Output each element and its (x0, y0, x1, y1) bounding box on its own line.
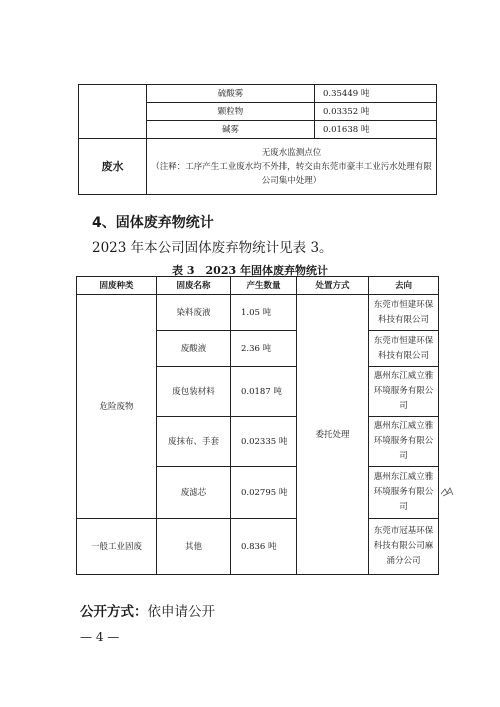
pollutant-value: 0.03352 吨 (315, 103, 437, 121)
column-header: 固废种类 (77, 277, 157, 295)
pen-mark-icon (439, 485, 455, 499)
wastewater-note (147, 139, 437, 195)
waste-name: 染料废液 (157, 295, 231, 331)
waste-destination: 惠州东江威立雅环境服务有限公司 (369, 367, 439, 417)
disposal-method: 委托处理 (297, 295, 369, 575)
table-row (77, 519, 439, 575)
disclosure-line (80, 600, 215, 620)
solid-waste-table (76, 276, 439, 575)
table-header-row (77, 277, 439, 295)
pollutant-name: 碱雾 (147, 121, 315, 139)
page-number: — 4 — (80, 630, 120, 644)
waste-quantity: 0.0187 吨 (231, 367, 297, 417)
wastewater-label: 废水 (79, 139, 147, 195)
emissions-table (78, 84, 437, 195)
waste-name: 其他 (157, 519, 231, 575)
column-header: 产生数量 (231, 277, 297, 295)
waste-name: 废滤芯 (157, 467, 231, 519)
pollutant-name: 颗粒物 (147, 103, 315, 121)
waste-destination: 东莞市恒建环保科技有限公司 (369, 295, 439, 331)
wastewater-line: 无废水监测点位 (261, 147, 322, 158)
pollutant-value: 0.01638 吨 (315, 121, 437, 139)
wastewater-line: 公司集中处理） (261, 175, 322, 186)
waste-name: 废包装材料 (157, 367, 231, 417)
table-row (77, 295, 439, 331)
waste-destination: 惠州东江威立雅环境服务有限公司 (369, 467, 439, 519)
table-caption: 表 3 2023 年固体废弃物统计 (172, 264, 328, 277)
table-row (79, 85, 437, 103)
disclosure-value: 依申请公开 (147, 604, 215, 620)
wastewater-line: （注释：工序产生工业废水均不外排，转交由东莞市豪丰工业污水处理有限 (151, 161, 432, 172)
table-row (79, 139, 437, 195)
waste-quantity: 0.836 吨 (231, 519, 297, 575)
waste-name: 废抹布、手套 (157, 417, 231, 467)
waste-destination: 东莞市恒建环保科技有限公司 (369, 331, 439, 367)
column-header: 去向 (369, 277, 439, 295)
pollutant-value: 0.35449 吨 (315, 85, 437, 103)
category-hazardous: 危险废物 (77, 295, 157, 519)
pollutant-name: 硫酸雾 (147, 85, 315, 103)
waste-quantity: 0.02795 吨 (231, 467, 297, 519)
empty-category-cell (79, 85, 147, 139)
column-header: 处置方式 (297, 277, 369, 295)
section-heading: 4、固体废弃物统计 (92, 215, 214, 231)
category-general: 一般工业固废 (77, 519, 157, 575)
waste-destination: 东莞市冠基环保科技有限公司麻涌分公司 (369, 519, 439, 575)
column-header: 固废名称 (157, 277, 231, 295)
intro-paragraph: 2023 年本公司固体废弃物统计见表 3。 (92, 240, 333, 256)
waste-quantity: 1.05 吨 (231, 295, 297, 331)
waste-quantity: 2.36 吨 (231, 331, 297, 367)
waste-destination: 惠州东江威立雅环境服务有限公司 (369, 417, 439, 467)
disclosure-label: 公开方式： (80, 604, 148, 620)
waste-name: 废酸液 (157, 331, 231, 367)
waste-quantity: 0.02335 吨 (231, 417, 297, 467)
